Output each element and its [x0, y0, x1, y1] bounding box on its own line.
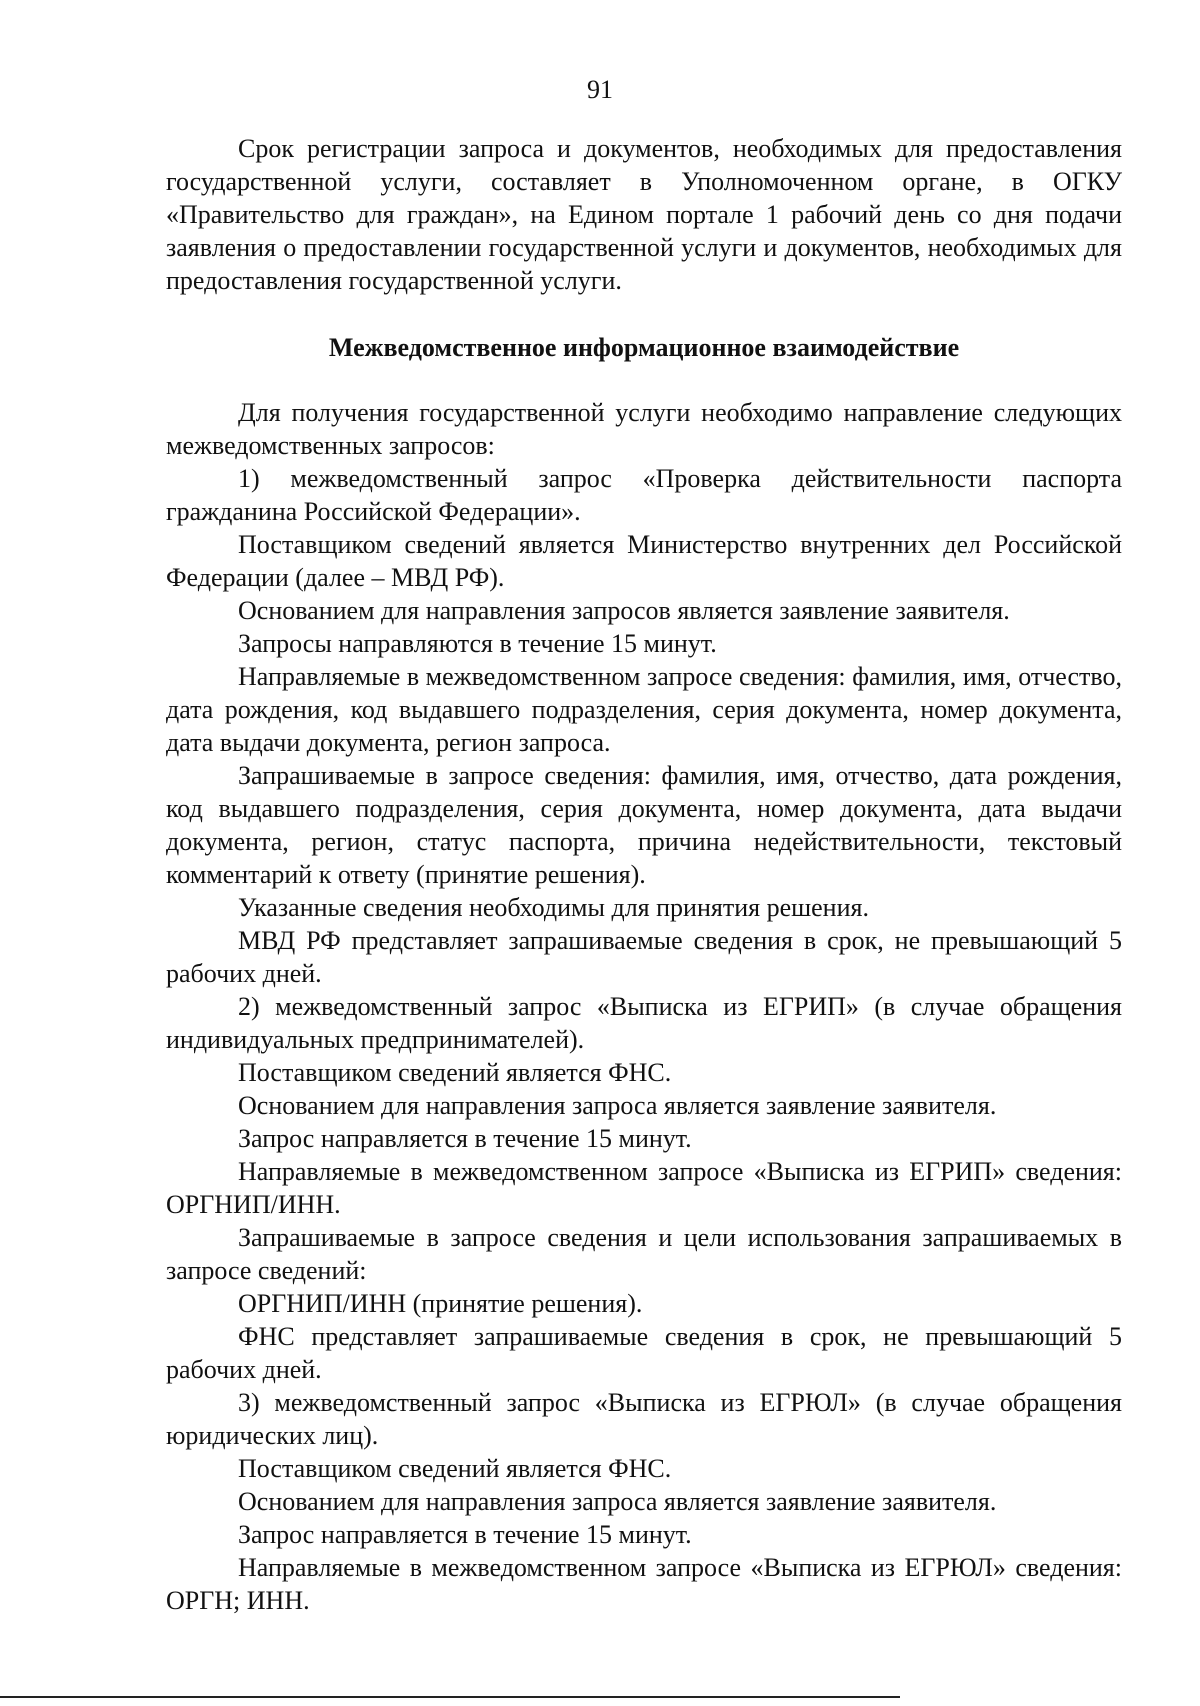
paragraph-deadline-fns-2: ФНС представляет запрашиваемые сведения в срок, не превышающий 5 рабочих дней. — [166, 1322, 1122, 1384]
paragraph-timing-2: Запрос направляется в течение 15 минут. — [238, 1124, 692, 1153]
paragraph-supplier-mvd: Поставщиком сведений является Министерство внутренних дел Российской Федерации (далее – МВД РФ). — [166, 530, 1122, 592]
paragraph-sent-data-3: Направляемые в межведомственном запросе «Выписка из ЕГРЮЛ» сведения: ОРГН; ИНН. — [166, 1553, 1122, 1615]
paragraph-request-1: 1) межведомственный запрос «Проверка действительности паспорта гражданина Российской Федерации». — [166, 464, 1122, 526]
paragraph-requested-items-2: ОРГНИП/ИНН (принятие решения). — [238, 1289, 643, 1318]
paragraph-timing-3: Запрос направляется в течение 15 минут. — [238, 1520, 692, 1549]
page-number: 91 — [587, 75, 613, 104]
paragraph-sent-data-1: Направляемые в межведомственном запросе сведения: фамилия, имя, отчество, дата рождения, код выдавшего подразделения, серия документа, номер документа, дата выдачи документа, регион запроса. — [166, 662, 1122, 757]
section-title: Межведомственное информационное взаимодействие — [328, 333, 960, 362]
paragraph-timing-1: Запросы направляются в течение 15 минут. — [238, 629, 717, 658]
paragraph-requested-data-1: Запрашиваемые в запросе сведения: фамилия, имя, отчество, дата рождения, код выдавшего подразделения, серия документа, номер документа, дата выдачи документа, регион, статус паспорта, причина недействительности, текстовый комментарий к ответу (принятие решения). — [166, 761, 1122, 889]
bottom-rule — [0, 1696, 900, 1698]
paragraph-basis-1: Основанием для направления запросов является заявление заявителя. — [238, 596, 1010, 625]
paragraph-supplier-fns-3: Поставщиком сведений является ФНС. — [238, 1454, 672, 1483]
paragraph-request-2: 2) межведомственный запрос «Выписка из ЕГРИП» (в случае обращения индивидуальных предпринимателей). — [166, 992, 1122, 1054]
paragraph-requests-intro: Для получения государственной услуги необходимо направление следующих межведомственных запросов: — [166, 398, 1122, 460]
paragraph-request-3: 3) межведомственный запрос «Выписка из ЕГРЮЛ» (в случае обращения юридических лиц). — [166, 1388, 1122, 1450]
intro-paragraph: Срок регистрации запроса и документов, необходимых для предоставления государственной услуги, составляет в Уполномоченном органе, в ОГКУ «Правительство для граждан», на Едином портале 1 рабочий день со дня подачи заявления о предоставлении государственной услуги и документов, необходимых для предоставления государственной услуги. — [166, 134, 1122, 295]
paragraph-basis-2: Основанием для направления запроса является заявление заявителя. — [238, 1091, 997, 1120]
paragraph-supplier-fns-2: Поставщиком сведений является ФНС. — [238, 1058, 672, 1087]
document-body — [166, 132, 1122, 1617]
paragraph-deadline-mvd: МВД РФ представляет запрашиваемые сведения в срок, не превышающий 5 рабочих дней. — [166, 926, 1122, 988]
paragraph-necessity-1: Указанные сведения необходимы для принятия решения. — [238, 893, 869, 922]
paragraph-sent-data-2: Направляемые в межведомственном запросе «Выписка из ЕГРИП» сведения: ОРГНИП/ИНН. — [166, 1157, 1122, 1219]
paragraph-requested-data-2: Запрашиваемые в запросе сведения и цели использования запрашиваемых в запросе сведений: — [166, 1223, 1122, 1285]
paragraph-basis-3: Основанием для направления запроса является заявление заявителя. — [238, 1487, 997, 1516]
